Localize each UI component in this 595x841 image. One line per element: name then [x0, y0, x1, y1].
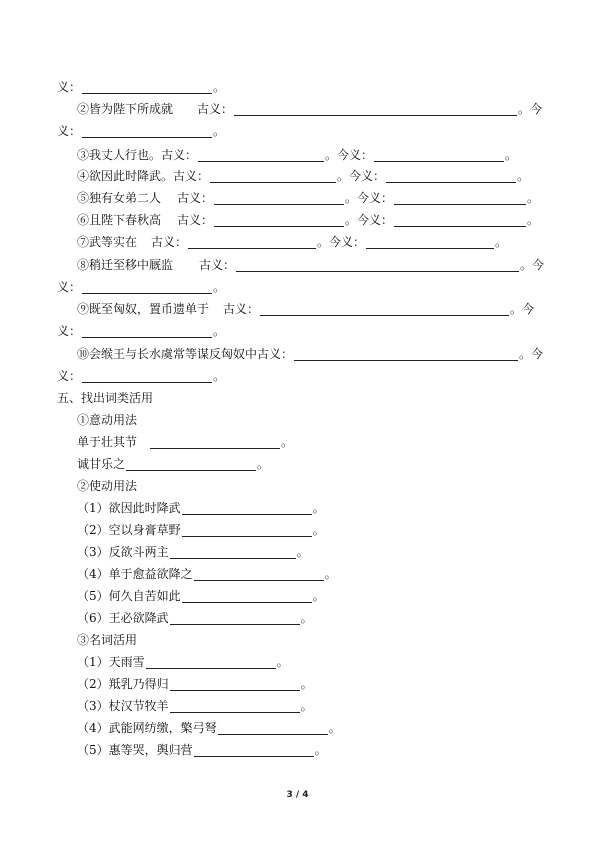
question-line [77, 99, 542, 117]
section-heading [57, 388, 153, 406]
exercise-line [77, 520, 325, 538]
answer-blank[interactable] [374, 148, 504, 162]
phrase: （5）何久自苦如此 [77, 588, 181, 603]
question-line [77, 344, 543, 362]
label: 。 [312, 500, 325, 515]
label: 。今 [520, 257, 545, 272]
answer-blank[interactable] [394, 213, 526, 227]
label: 义： [57, 79, 82, 94]
phrase: ④欲因此时降武。古义： [77, 168, 210, 183]
exercise-line [77, 542, 309, 560]
exercise-line [77, 674, 313, 692]
label: 。 [517, 168, 530, 183]
answer-blank[interactable] [294, 347, 518, 361]
label: 。 [213, 123, 226, 138]
label: 。 [213, 279, 226, 294]
phrase: （3）杖汉节牧羊 [77, 698, 169, 713]
answer-blank[interactable] [182, 589, 312, 603]
label: 。 [300, 698, 313, 713]
answer-blank[interactable] [82, 280, 212, 294]
answer-blank[interactable] [194, 743, 314, 757]
label: 。 [328, 720, 341, 735]
exercise-line [77, 454, 269, 472]
phrase: ⑩会缑王与长水虞常等谋反匈奴中古义： [77, 346, 294, 361]
label: 。 [257, 456, 270, 471]
exercise-line [77, 608, 313, 626]
label: 。 [213, 79, 226, 94]
answer-blank[interactable] [198, 148, 324, 162]
label: 。 [312, 588, 325, 603]
label: 。 [324, 566, 337, 581]
phrase: （1）欲因此时降武 [77, 500, 181, 515]
label: 古义： [199, 257, 236, 272]
question-line [77, 166, 529, 184]
label: 。 [300, 676, 313, 691]
label: 。 [527, 212, 540, 227]
subsection-title: ③名词活用 [77, 632, 138, 647]
label: 。今 [510, 301, 535, 316]
subsection-title: ②使动用法 [77, 478, 138, 493]
label: 。 [276, 654, 289, 669]
label: 义： [57, 323, 82, 338]
phrase: （4）单于愈益欲降之 [77, 566, 193, 581]
phrase: ②皆为陛下所成就 [77, 101, 174, 116]
label: 。 [495, 234, 508, 249]
phrase: （2）空以身膏草野 [77, 522, 181, 537]
continuation-line [57, 366, 225, 384]
answer-blank[interactable] [260, 302, 509, 316]
subsection-heading [77, 410, 137, 428]
answer-blank[interactable] [150, 435, 280, 449]
question-line [77, 210, 539, 228]
section-title: 五、找出词类活用 [57, 390, 154, 405]
answer-blank[interactable] [214, 213, 344, 227]
phrase: ⑥且陛下春秋高 [77, 212, 162, 227]
label: 。 [312, 522, 325, 537]
question-line [77, 299, 534, 317]
answer-blank[interactable] [234, 102, 517, 116]
label: 古义： [151, 234, 188, 249]
phrase: （6）王必欲降武 [77, 610, 169, 625]
label: 。今 [519, 346, 544, 361]
phrase: （3）反欲斗两主 [77, 544, 169, 559]
label: 。今义： [345, 190, 394, 205]
label: 古义： [197, 101, 234, 116]
question-line [77, 145, 517, 163]
label: 。 [213, 323, 226, 338]
phrase: ⑨既至匈奴，置币遗单于 [77, 301, 210, 316]
subsection-title: ①意动用法 [77, 412, 138, 427]
label: 义： [57, 123, 82, 138]
answer-blank[interactable] [82, 124, 212, 138]
phrase: ⑧稍迁至移中厩监 [77, 257, 174, 272]
label: 。 [296, 544, 309, 559]
answer-blank[interactable] [126, 457, 256, 471]
answer-blank[interactable] [182, 523, 312, 537]
label: 义： [57, 279, 82, 294]
label: 。 [300, 610, 313, 625]
phrase: （2）羝乳乃得归 [77, 676, 169, 691]
answer-blank[interactable] [170, 611, 300, 625]
question-line [77, 232, 507, 250]
question-line [77, 255, 544, 273]
exercise-line [77, 586, 325, 604]
label: 。 [527, 190, 540, 205]
answer-blank[interactable] [366, 235, 494, 249]
label: 古义： [223, 301, 260, 316]
phrase: ③我丈人行也。古义： [77, 147, 198, 162]
exercise-line [77, 498, 325, 516]
exercise-line [77, 432, 293, 450]
phrase: ⑤独有女弟二人 [77, 190, 162, 205]
label: 。 [281, 434, 294, 449]
phrase: （1）天雨雪 [77, 654, 145, 669]
label: 。今义： [337, 168, 386, 183]
answer-blank[interactable] [82, 324, 212, 338]
continuation-line [57, 277, 225, 295]
answer-blank[interactable] [170, 699, 300, 713]
exercise-line [77, 564, 337, 582]
label: 古义： [177, 190, 214, 205]
label: 义： [57, 368, 82, 383]
answer-blank[interactable] [214, 191, 344, 205]
answer-blank[interactable] [210, 169, 336, 183]
label: 。 [213, 368, 226, 383]
exercise-line [77, 652, 289, 670]
subsection-heading [77, 476, 137, 494]
label: 。 [314, 742, 327, 757]
answer-blank[interactable] [236, 258, 519, 272]
page-number: 3 / 4 [286, 790, 309, 800]
label: 。今义： [345, 212, 394, 227]
question-line [77, 188, 539, 206]
label: 古义： [177, 212, 214, 227]
answer-blank[interactable] [188, 235, 316, 249]
phrase: 诚甘乐之 [77, 456, 126, 471]
answer-blank[interactable] [194, 567, 324, 581]
subsection-heading [77, 630, 137, 648]
continuation-line [57, 77, 225, 95]
continuation-line [57, 121, 225, 139]
exercise-line [77, 718, 341, 736]
answer-blank[interactable] [82, 369, 212, 383]
phrase: （5）惠等哭，舆归营 [77, 742, 193, 757]
answer-blank[interactable] [146, 655, 276, 669]
answer-blank[interactable] [218, 721, 328, 735]
answer-blank[interactable] [182, 501, 312, 515]
continuation-line [57, 321, 225, 339]
answer-blank[interactable] [394, 191, 526, 205]
label: 。今义： [325, 147, 374, 162]
exercise-line [77, 696, 313, 714]
answer-blank[interactable] [386, 169, 516, 183]
answer-blank[interactable] [170, 545, 296, 559]
answer-blank[interactable] [82, 80, 212, 94]
exercise-line [77, 740, 327, 758]
phrase: （4）武能网纺缴，檠弓弩 [77, 720, 217, 735]
phrase: ⑦武等实在 [77, 234, 138, 249]
phrase: 单于壮其节 [77, 434, 138, 449]
label: 。今 [518, 101, 543, 116]
label: 。 [505, 147, 518, 162]
answer-blank[interactable] [170, 677, 300, 691]
label: 。今义： [317, 234, 366, 249]
